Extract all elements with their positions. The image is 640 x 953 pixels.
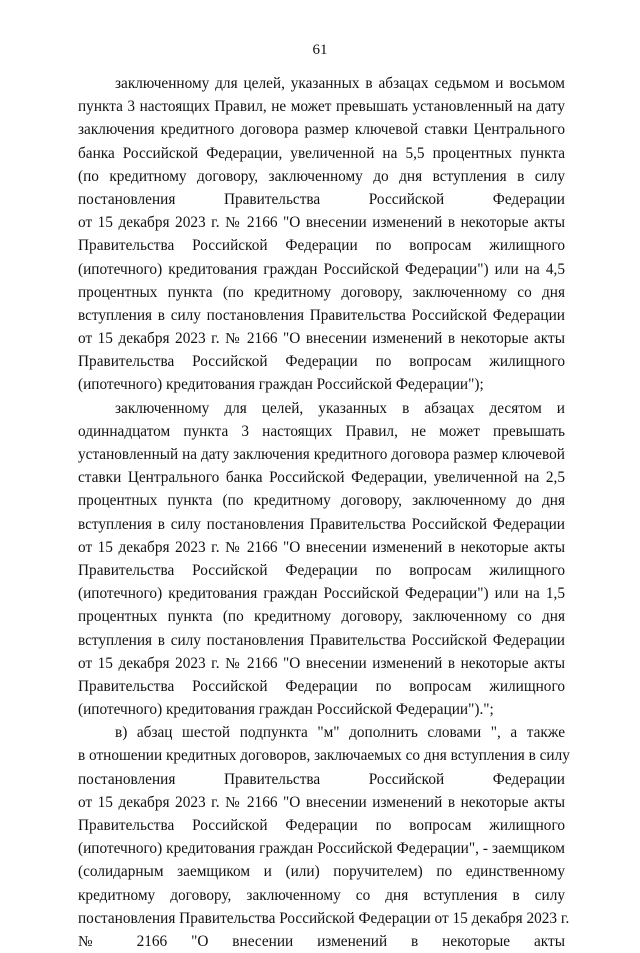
text-line: от 15 декабря 2023 г. № 2166 "О внесении изменений в некоторые акты	[78, 330, 565, 348]
text-line: от 15 декабря 2023 г. № 2166 "О внесении изменений в некоторые акты	[78, 654, 565, 672]
text-line: Правительства Российской Федерации по вопросам жилищного	[78, 561, 565, 579]
text-line: вступления в силу постановления Правительства Российской Федерации	[78, 631, 565, 649]
text-line: от 15 декабря 2023 г. № 2166 "О внесении изменений в некоторые акты	[78, 214, 565, 232]
text-line: в) абзац шестой подпункта "м" дополнить словами ", а также	[115, 724, 565, 742]
text-line: Правительства Российской Федерации по вопросам жилищного	[78, 353, 565, 371]
text-line: установленный на дату заключения кредитного договора размер ключевой	[78, 446, 565, 463]
text-line: вступления в силу постановления Правительства Российской Федерации	[78, 306, 565, 324]
paragraph	[78, 397, 565, 722]
text-line: кредитному договору, заключенному со дня вступления в силу	[78, 886, 565, 904]
text-line: заключения кредитного договора размер ключевой ставки Центрального	[78, 121, 565, 139]
text-line: постановления Правительства Российской Федерации	[78, 770, 565, 788]
paragraph	[78, 72, 565, 397]
text-line: ставки Центрального банка Российской Федерации, увеличенной на 2,5	[78, 469, 565, 487]
text-line: пункта 3 настоящих Правил, не может превышать установленный на дату	[78, 98, 565, 116]
text-line: постановления Правительства Российской Федерации	[78, 190, 565, 208]
text-line: вступления в силу постановления Правительства Российской Федерации	[78, 515, 565, 533]
text-line: процентных пункта (по кредитному договору, заключенному со дня	[78, 608, 565, 626]
text-line: от 15 декабря 2023 г. № 2166 "О внесении изменений в некоторые акты	[78, 793, 565, 811]
text-line: (ипотечного) кредитования граждан Российской Федерации") или на 4,5	[78, 260, 565, 278]
text-line: процентных пункта (по кредитному договору, заключенному со дня	[78, 283, 565, 301]
document-body	[78, 72, 570, 953]
text-line: от 15 декабря 2023 г. № 2166 "О внесении изменений в некоторые акты	[78, 538, 565, 556]
text-line: заключенному для целей, указанных в абзацах десятом и	[115, 399, 565, 417]
text-line: (ипотечного) кредитования граждан Российской Федерации").";	[78, 701, 494, 719]
text-line: одиннадцатом пункта 3 настоящих Правил, не может превышать	[78, 422, 565, 440]
text-line: постановления Правительства Российской Федерации от 15 декабря 2023 г.	[78, 909, 570, 927]
text-line: (по кредитному договору, заключенному до дня вступления в силу	[78, 167, 565, 185]
text-line: № 2166 "О внесении изменений в некоторые акты	[78, 932, 565, 950]
text-line: (ипотечного) кредитования граждан Российской Федерации");	[78, 376, 484, 394]
text-line: Правительства Российской Федерации по вопросам жилищного	[78, 817, 565, 834]
text-line: процентных пункта (по кредитному договору, заключенному до дня	[78, 492, 565, 510]
text-line: (солидарным заемщиком и (или) поручителем) по единственному	[78, 863, 565, 881]
text-line: Правительства Российской Федерации по вопросам жилищного	[78, 677, 565, 695]
page-number: 61	[312, 42, 328, 58]
text-line: в отношении кредитных договоров, заключаемых со дня вступления в силу	[78, 747, 570, 765]
text-line: банка Российской Федерации, увеличенной на 5,5 процентных пункта	[78, 144, 565, 162]
paragraph	[78, 721, 570, 953]
text-line: Правительства Российской Федерации по вопросам жилищного	[78, 237, 565, 255]
text-line: заключенному для целей, указанных в абзацах седьмом и восьмом	[115, 75, 565, 92]
text-line: (ипотечного) кредитования граждан Российской Федерации") или на 1,5	[78, 585, 565, 603]
text-line: (ипотечного) кредитования граждан Российской Федерации", - заемщиком	[78, 840, 565, 858]
